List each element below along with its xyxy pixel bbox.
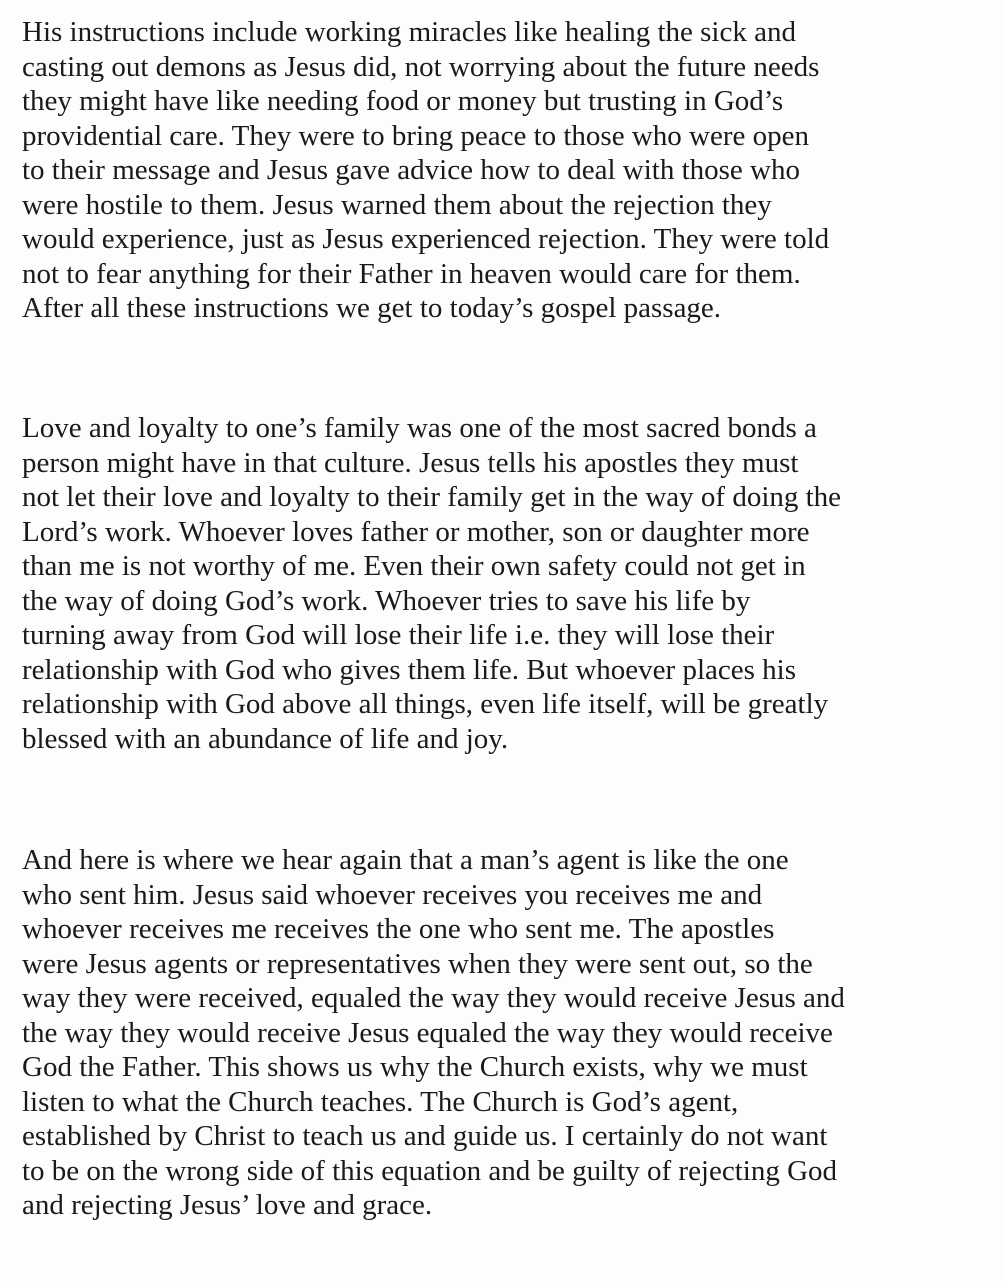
text-line: blessed with an abundance of life and joy. bbox=[22, 722, 509, 755]
text-line: were hostile to them. Jesus warned them about the rejection they bbox=[22, 188, 772, 221]
text-line: not to fear anything for their Father in heaven would care for them. bbox=[22, 257, 801, 290]
text-line: And here is where we hear again that a man’s agent is like the one bbox=[22, 844, 789, 876]
text-line: to be on the wrong side of this equation and be guilty of rejecting God bbox=[22, 1154, 838, 1187]
text-line: would experience, just as Jesus experienced rejection. They were told bbox=[22, 223, 830, 255]
text-line: Love and loyalty to one’s family was one of the most sacred bonds a bbox=[22, 412, 817, 444]
text-line: casting out demons as Jesus did, not worrying about the future needs bbox=[22, 50, 820, 83]
text-line: Lord’s work. Whoever loves father or mother, son or daughter more bbox=[22, 515, 810, 548]
text-line: relationship with God above all things, even life itself, will be greatly bbox=[22, 688, 829, 720]
text-line: who sent him. Jesus said whoever receives you receives me and bbox=[22, 878, 763, 911]
paragraph-2 bbox=[22, 411, 841, 756]
paragraph-1 bbox=[22, 15, 829, 326]
text-line: relationship with God who gives them life. But whoever places his bbox=[22, 653, 796, 686]
text-line: turning away from God will lose their life i.e. they will lose their bbox=[22, 619, 775, 651]
text-line: listen to what the Church teaches. The Church is God’s agent, bbox=[22, 1085, 739, 1118]
text-line: to their message and Jesus gave advice how to deal with those who bbox=[22, 154, 800, 186]
text-line: After all these instructions we get to today’s gospel passage. bbox=[22, 292, 722, 324]
paragraph-3 bbox=[22, 843, 845, 1223]
text-line: not let their love and loyalty to their family get in the way of doing the bbox=[22, 481, 842, 513]
text-line: they might have like needing food or money but trusting in God’s bbox=[22, 85, 784, 117]
text-line: person might have in that culture. Jesus tells his apostles they must bbox=[22, 446, 799, 479]
text-line: and rejecting Jesus’ love and grace. bbox=[22, 1189, 433, 1221]
text-line: whoever receives me receives the one who sent me. The apostles bbox=[22, 913, 775, 945]
text-line: than me is not worthy of me. Even their own safety could not get in bbox=[22, 550, 806, 582]
text-line: God the Father. This shows us why the Church exists, why we must bbox=[22, 1051, 808, 1083]
text-line: way they were received, equaled the way they would receive Jesus and bbox=[22, 982, 845, 1014]
text-line: the way they would receive Jesus equaled the way they would receive bbox=[22, 1016, 833, 1049]
text-line: were Jesus agents or representatives when they were sent out, so the bbox=[22, 947, 813, 980]
text-line: His instructions include working miracles like healing the sick and bbox=[22, 16, 796, 48]
text-line: providential care. They were to bring peace to those who were open bbox=[22, 119, 809, 152]
text-line: established by Christ to teach us and guide us. I certainly do not want bbox=[22, 1120, 828, 1152]
text-line: the way of doing God’s work. Whoever tries to save his life by bbox=[22, 584, 751, 617]
